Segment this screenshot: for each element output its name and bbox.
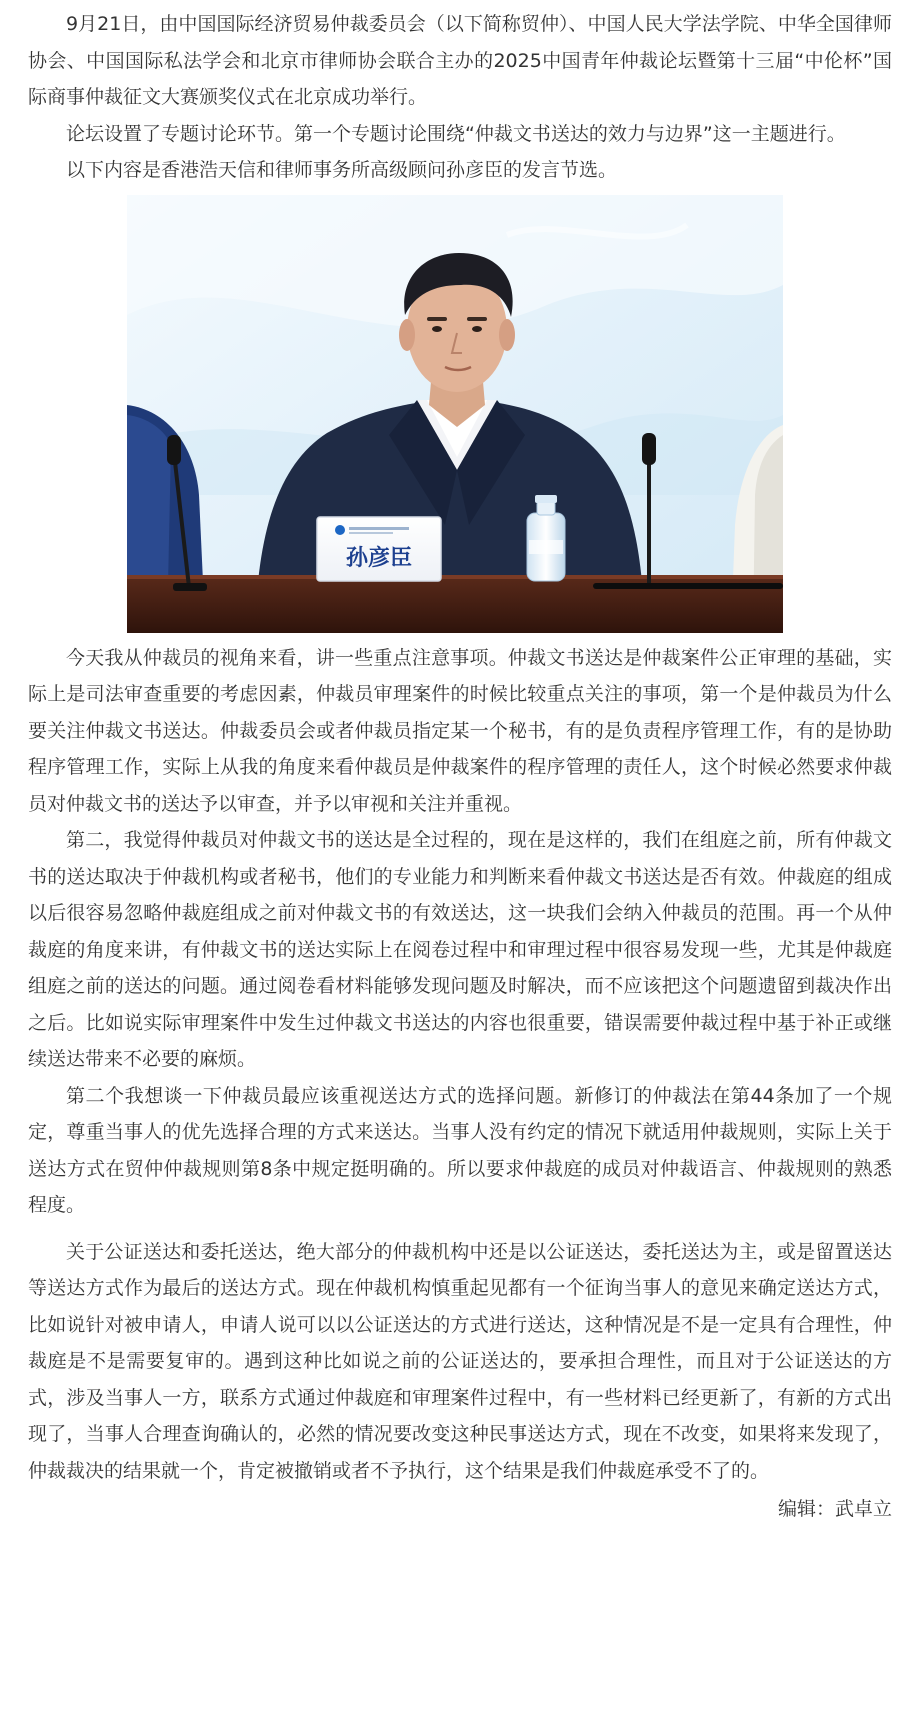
intro-paragraph-3: 以下内容是香港浩天信和律师事务所高级顾问孙彦臣的发言节选。: [66, 159, 618, 181]
intro-paragraph-2: 论坛设置了专题讨论环节。第一个专题讨论围绕“仲裁文书送达的效力与边界”这一主题进行。: [66, 122, 846, 145]
article-body: [28, 6, 892, 1528]
speaker-photo: [127, 195, 783, 633]
speaker-photo-illustration: [127, 195, 783, 633]
body-paragraph-1: 今天我从仲裁员的视角来看，讲一些重点注意事项。仲裁文书送达是仲裁案件公正审理的基础，实际上是司法审查重要的考虑因素，仲裁员审理案件的时候比较重点关注的事项，第一个是仲裁员为什么要关注仲裁文书送达。仲裁委员会或者仲裁员指定某一个秘书，有的是负责程序管理工作，有的是协助程序管理工作，实际上从我的角度来看仲裁员是仲裁案件的程序管理的责任人，这个时候必然要求仲裁员对仲裁文书的送达予以审查，并予以审视和关注并重视。: [28, 646, 892, 815]
body-paragraph-2: 第二，我觉得仲裁员对仲裁文书的送达是全过程的，现在是这样的，我们在组庭之前，所有仲裁文书的送达取决于仲裁机构或者秘书，他们的专业能力和判断来看仲裁文书送达是否有效。仲裁庭的组成以后很容易忽略仲裁庭组成之前对仲裁文书的有效送达，这一块我们会纳入仲裁员的范围。再一个从仲裁庭的角度来讲，有仲裁文书的送达实际上在阅卷过程中和审理过程中很容易发现一些，尤其是仲裁庭组庭之前的送达的问题。通过阅卷看材料能够发现问题及时解决，而不应该把这个问题遗留到裁决作出之后。比如说实际审理案件中发生过仲裁文书送达的内容也很重要，错误需要仲裁过程中基于补正或继续送达带来不必要的麻烦。: [28, 829, 892, 1070]
body-paragraph-4: 关于公证送达和委托送达，绝大部分的仲裁机构中还是以公证送达，委托送达为主，或是留置送达等送达方式作为最后的送达方式。现在仲裁机构慎重起见都有一个征询当事人的意见来确定送达方式，比如说针对被申请人，申请人说可以以公证送达的方式进行送达，这种情况是不是一定具有合理性，仲裁庭是不是需要复审的。遇到这种比如说之前的公证送达的，要承担合理性，而且对于公证送达的方式，涉及当事人一方，联系方式通过仲裁庭和审理案件过程中，有一些材料已经更新了，有新的方式出现了，当事人合理查询确认的，必然的情况要改变这种民事送达方式，现在不改变，如果将来发现了，仲裁裁决的结果就一个，肯定被撤销或者不予执行，这个结果是我们仲裁庭承受不了的。: [28, 1240, 892, 1482]
nameplate-label: 孙彦臣: [345, 545, 413, 571]
intro-paragraph-1: 9月21日，由中国国际经济贸易仲裁委员会（以下简称贸仲）、中国人民大学法学院、中华全国律师协会、中国国际私法学会和北京市律师协会联合主办的2025中国青年仲裁论坛暨第十三届“中伦杯”国际商事仲裁征文大赛颁奖仪式在北京成功举行。: [28, 13, 892, 108]
body-paragraph-3: 第二个我想谈一下仲裁员最应该重视送达方式的选择问题。新修订的仲裁法在第44条加了一个规定，尊重当事人的优先选择合理的方式来送达。当事人没有约定的情况下就适用仲裁规则，实际上关于送达方式在贸仲仲裁规则第8条中规定挺明确的。所以要求仲裁庭的成员对仲裁语言、仲裁规则的熟悉程度。: [28, 1084, 892, 1216]
editor-credit: 编辑：武卓立: [777, 1498, 892, 1520]
